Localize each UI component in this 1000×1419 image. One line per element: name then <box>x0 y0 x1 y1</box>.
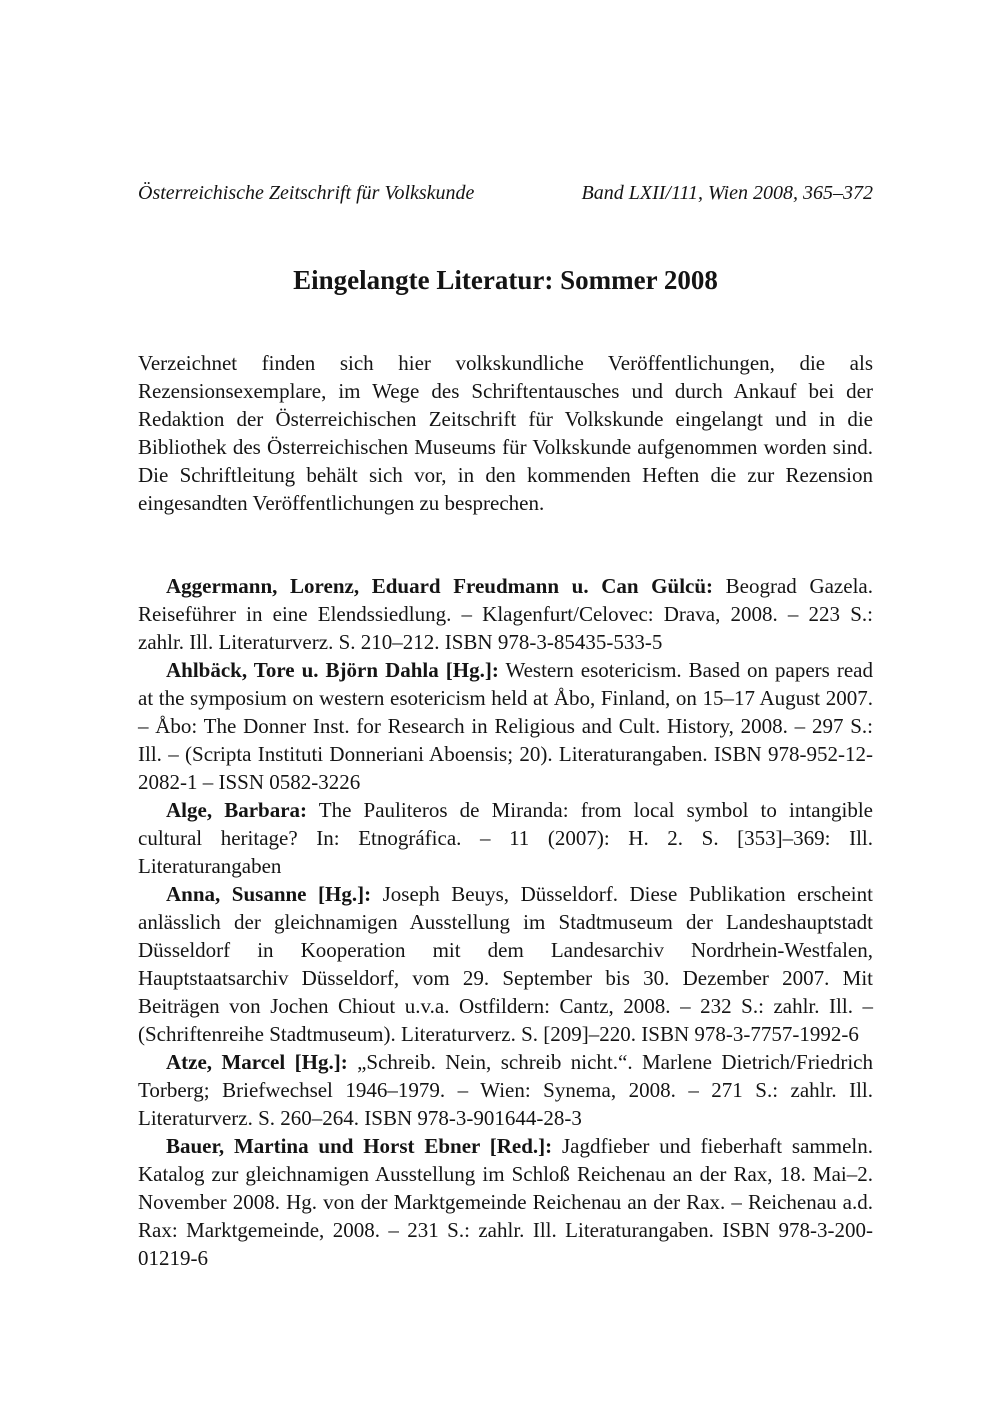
entry-author: Aggermann, Lorenz, Eduard Freudmann u. Can Gülcü: <box>166 574 714 598</box>
entry-author: Ahlbäck, Tore u. Björn Dahla [Hg.]: <box>166 658 499 682</box>
bibliography <box>138 572 873 1272</box>
volume-info: Band LXII/111, Wien 2008, 365–372 <box>581 182 873 204</box>
entry-text: Joseph Beuys, Düsseldorf. Diese Publikation erscheint anlässlich der gleichnamigen Ausstellung im Stadtmuseum der Landeshauptstadt Düsseldorf in Kooperation mit dem Landesarchiv Nordrhein-Westfalen, Hauptstaatsarchiv Düsseldorf, vom 29. September bis 30. Dezember 2007. Mit Beiträgen von Jochen Chiout u.v.a. Ostfildern: Cantz, 2008. – 232 S.: zahlr. Ill. – (Schriftenreihe Stadtmuseum). Literaturverz. S. [209]–220. ISBN 978-3-7757-1992-6 <box>138 882 873 1046</box>
running-head <box>138 180 873 206</box>
page-title: Eingelangte Literatur: Sommer 2008 <box>293 265 718 295</box>
entry-author: Atze, Marcel [Hg.]: <box>166 1050 348 1074</box>
entry-text: The Pauliteros de Miranda: from local symbol to intangible cultural heritage? In: Etnográfica. – 11 (2007): H. 2. S. [353]–369: Ill. Literaturangaben <box>138 798 873 878</box>
bibliography-entry <box>138 796 873 880</box>
bibliography-entry <box>138 1048 873 1132</box>
bibliography-entry <box>138 1132 873 1272</box>
bibliography-entry <box>138 880 873 1048</box>
bibliography-entry <box>138 572 873 656</box>
entry-text: Beograd Gazela. Reiseführer in eine Elendssiedlung. – Klagenfurt/Celovec: Drava, 2008. – 223 S.: zahlr. Ill. Literaturverz. S. 210–212. ISBN 978-3-85435-533-5 <box>138 574 873 654</box>
page-content <box>138 180 873 1272</box>
entry-text: Jagdfieber und fieberhaft sammeln. Katalog zur gleichnamigen Ausstellung im Schloß Reichenau an der Rax, 18. Mai–2. November 2008. Hg. von der Marktgemeinde Reichenau an der Rax. – Reichenau a.d. Rax: Marktgemeinde, 2008. – 231 S.: zahlr. Ill. Literaturangaben. ISBN 978-3-200-01219-6 <box>138 1134 873 1270</box>
journal-title: Österreichische Zeitschrift für Volkskunde <box>138 182 475 204</box>
entry-author: Anna, Susanne [Hg.]: <box>166 882 372 906</box>
intro-paragraph: Verzeichnet finden sich hier volkskundliche Veröffentlichungen, die als Rezensionsexemplare, im Wege des Schriftentausches und durch Ankauf bei der Redaktion der Österreichischen Zeitschrift für Volkskunde eingelangt und in die Bibliothek des Österreichischen Museums für Volkskunde aufgenommen worden sind. Die Schriftleitung behält sich vor, in den kommenden Heften die zur Rezension eingesandten Veröffentlichungen zu besprechen. <box>138 351 873 515</box>
entry-text: „Schreib. Nein, schreib nicht.“. Marlene Dietrich/Friedrich Torberg; Briefwechsel 1946–1979. – Wien: Synema, 2008. – 271 S.: zahlr. Ill. Literaturverz. S. 260–264. ISBN 978-3-901644-28-3 <box>138 1050 873 1130</box>
entry-author: Alge, Barbara: <box>166 798 308 822</box>
entry-text: Western esotericism. Based on papers read at the symposium on western esotericism held at Åbo, Finland, on 15–17 August 2007. – Åbo: The Donner Inst. for Research in Religious and Cult. History, 2008. – 297 S.: Ill. – (Scripta Instituti Donneriani Aboensis; 20). Literaturangaben. ISBN 978-952-12-2082-1 – ISSN 0582-3226 <box>138 658 873 794</box>
bibliography-entry <box>138 656 873 796</box>
entry-author: Bauer, Martina und Horst Ebner [Red.]: <box>166 1134 553 1158</box>
